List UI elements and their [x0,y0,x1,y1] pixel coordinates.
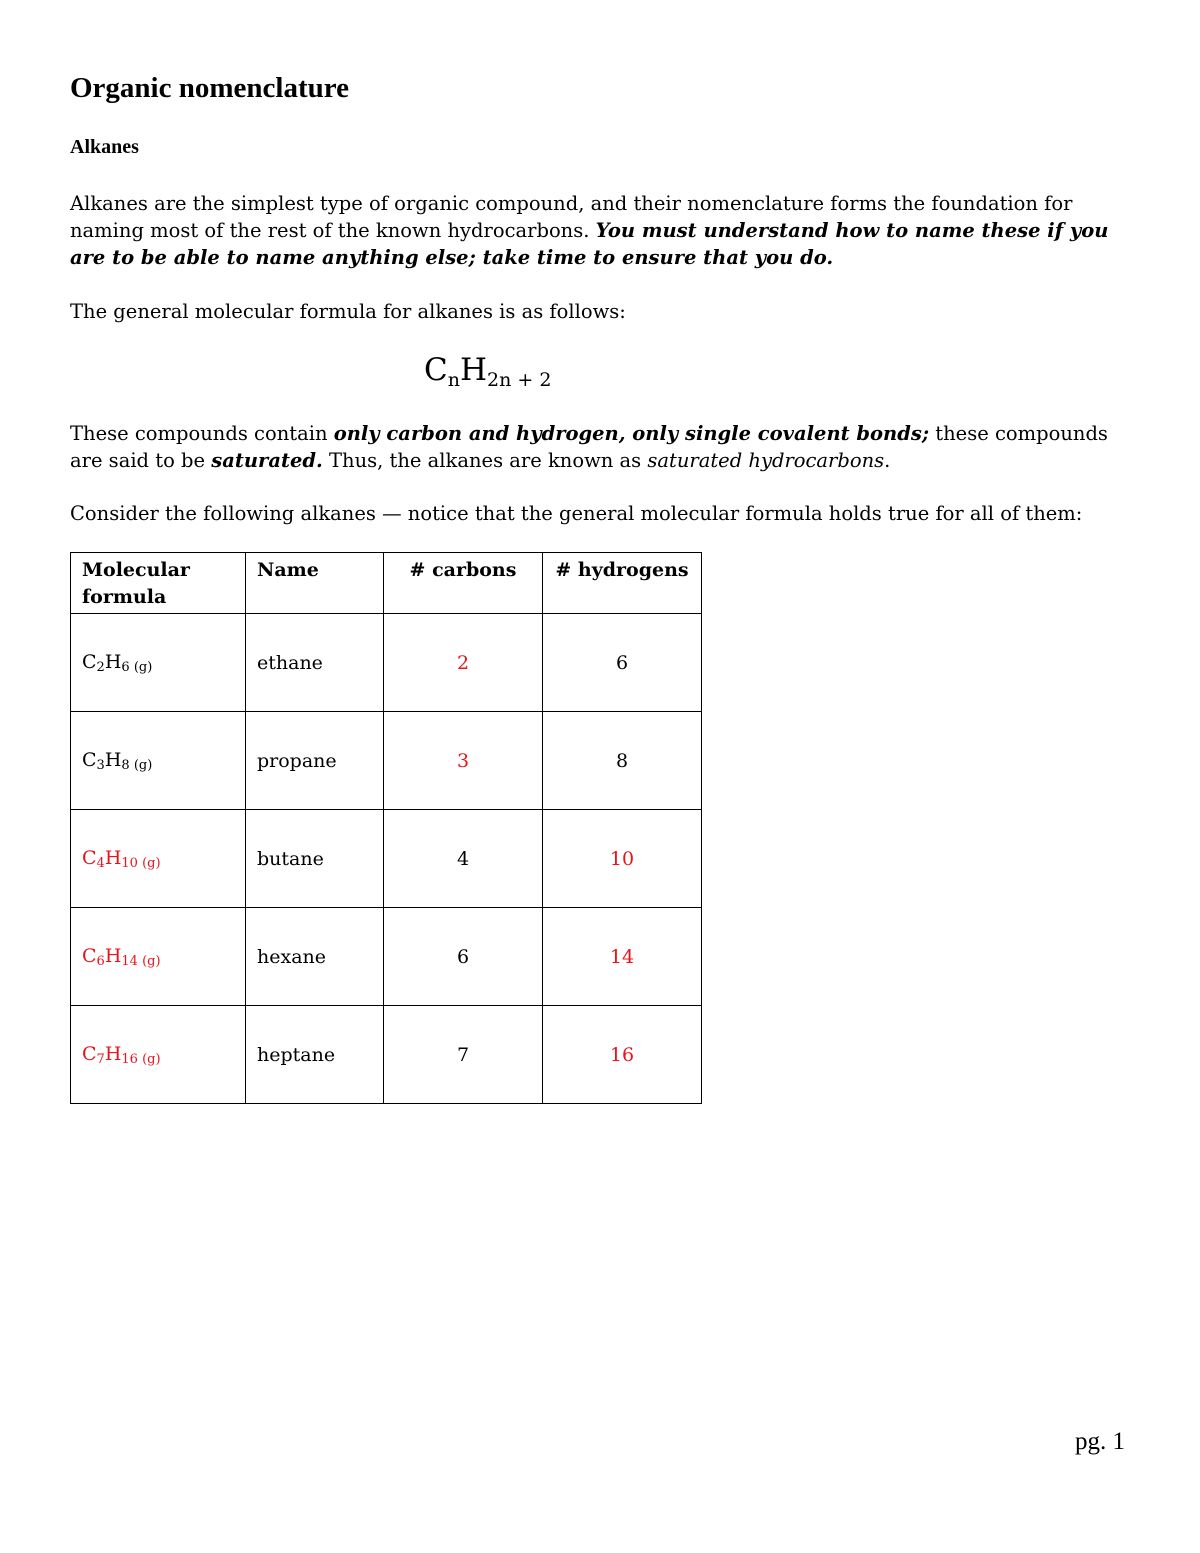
intro-emphasis: You must understand how to name these if you are to be able to name anything else; take time to ensure that you do. [70,219,1109,269]
table-row [71,712,702,810]
f-state: (g) [129,659,153,675]
alkanes-table [70,552,702,1104]
hydrogens-cell: 14 [543,908,702,1006]
consider-paragraph: Consider the following alkanes — notice that the general molecular formula holds true for all of them: [70,502,1083,525]
f-hn: 8 [121,757,130,773]
carbons-cell: 4 [384,810,543,908]
header-molecular-formula: Molecular formula [71,553,246,614]
saturated-emphasis-1: only carbon and hydrogen, only single covalent bonds; [333,422,930,445]
saturated-paragraph [70,420,1140,474]
saturated-emphasis-2: saturated. [211,449,323,472]
f-cn: 4 [96,855,105,871]
f-hn: 10 [121,855,138,871]
saturated-text-2: these compounds are said to be [70,422,1108,472]
formula-h-sub: 2n + 2 [487,369,552,391]
table-row [71,810,702,908]
f-state: (g) [137,1051,161,1067]
f-hn: 14 [121,953,138,969]
f-h: H [104,1042,122,1065]
carbons-cell: 7 [384,1006,543,1104]
f-h: H [104,846,122,869]
section-heading: Alkanes [70,136,139,158]
general-formula [424,352,551,391]
f-h: H [104,748,122,771]
table-row [71,908,702,1006]
molecular-formula-cell [71,614,246,712]
f-hn: 16 [121,1051,138,1067]
page-title: Organic nomenclature [70,72,349,104]
saturated-italic: saturated hydrocarbons [647,449,885,472]
carbons-cell: 3 [384,712,543,810]
formula-c: C [424,352,448,388]
f-c: C [82,650,97,673]
f-state: (g) [137,953,161,969]
name-cell: propane [246,712,384,810]
hydrogens-cell: 8 [543,712,702,810]
molecular-formula-cell [71,908,246,1006]
f-state: (g) [137,855,161,871]
intro-paragraph [70,190,1140,271]
formula-h: H [459,352,488,388]
f-c: C [82,846,97,869]
name-cell: heptane [246,1006,384,1104]
formula-intro: The general molecular formula for alkanes is as follows: [70,300,626,323]
name-cell: ethane [246,614,384,712]
f-h: H [104,650,122,673]
intro-text: Alkanes are the simplest type of organic compound, and their nomenclature forms the foundation for naming most of the rest of the known hydrocarbons. [70,192,1073,242]
table-row [71,614,702,712]
f-c: C [82,944,97,967]
molecular-formula-cell [71,810,246,908]
f-h: H [104,944,122,967]
f-cn: 6 [96,953,105,969]
saturated-text-4: . [884,449,891,472]
molecular-formula-cell [71,712,246,810]
molecular-formula-cell [71,1006,246,1104]
header-carbons: # carbons [384,553,543,614]
header-name: Name [246,553,384,614]
page-number: pg. 1 [1075,1428,1125,1455]
header-hydrogens: # hydrogens [543,553,702,614]
f-c: C [82,748,97,771]
hydrogens-cell: 10 [543,810,702,908]
table-header-row [71,553,702,614]
f-cn: 7 [96,1051,105,1067]
name-cell: hexane [246,908,384,1006]
hydrogens-cell: 16 [543,1006,702,1104]
f-state: (g) [129,757,153,773]
carbons-cell: 2 [384,614,543,712]
f-c: C [82,1042,97,1065]
name-cell: butane [246,810,384,908]
f-cn: 2 [96,659,105,675]
f-cn: 3 [96,757,105,773]
formula-c-sub: n [447,369,460,391]
saturated-text-1: These compounds contain [70,422,328,445]
carbons-cell: 6 [384,908,543,1006]
hydrogens-cell: 6 [543,614,702,712]
saturated-text-3: Thus, the alkanes are known as [329,449,642,472]
table-row [71,1006,702,1104]
f-hn: 6 [121,659,130,675]
